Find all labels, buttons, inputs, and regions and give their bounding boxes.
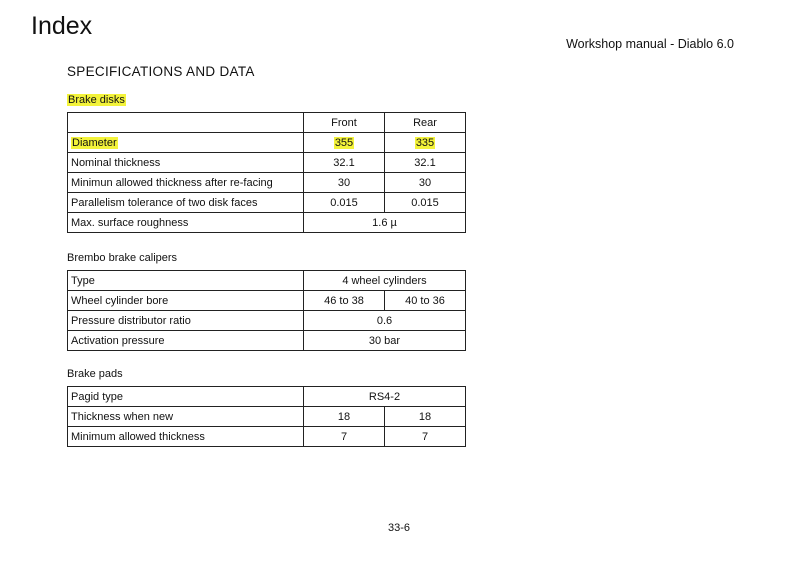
table-row: [68, 153, 466, 173]
index-link[interactable]: Index: [31, 12, 93, 40]
row-label: Nominal thickness: [68, 153, 304, 173]
rear-value-text: 335: [415, 136, 435, 149]
table-row: [68, 291, 466, 311]
row-label: Pagid type: [68, 387, 304, 407]
brake-pads-table: [67, 386, 466, 447]
front-value: [304, 133, 385, 153]
table-row: [68, 173, 466, 193]
calipers-heading: Brembo brake calipers: [67, 252, 178, 264]
table-cell-empty: [68, 113, 304, 133]
front-value: 32.1: [304, 153, 385, 173]
front-value: 46 to 38: [304, 291, 385, 311]
row-label: Parallelism tolerance of two disk faces: [68, 193, 304, 213]
table-row: [68, 271, 466, 291]
front-value: 0.015: [304, 193, 385, 213]
table-header-row: [68, 113, 466, 133]
column-header-front: Front: [304, 113, 385, 133]
front-value-text: 355: [334, 136, 354, 149]
rear-value: 0.015: [385, 193, 466, 213]
combined-value: 0.6: [304, 311, 466, 331]
combined-value: RS4-2: [304, 387, 466, 407]
row-label: Max. surface roughness: [68, 213, 304, 233]
row-label: Type: [68, 271, 304, 291]
calipers-table: [67, 270, 466, 351]
front-value: 18: [304, 407, 385, 427]
rear-value: [385, 133, 466, 153]
table-row: [68, 213, 466, 233]
table-row: [68, 407, 466, 427]
combined-value: 30 bar: [304, 331, 466, 351]
row-label: Pressure distributor ratio: [68, 311, 304, 331]
rear-value: 32.1: [385, 153, 466, 173]
row-label: [68, 133, 304, 153]
column-header-rear: Rear: [385, 113, 466, 133]
manual-title: Workshop manual - Diablo 6.0: [566, 37, 734, 51]
brake-disks-heading-text: Brake disks: [68, 94, 125, 106]
brake-disks-heading: [67, 94, 126, 106]
rear-value: 18: [385, 407, 466, 427]
table-row: [68, 331, 466, 351]
rear-value: 30: [385, 173, 466, 193]
row-label: Thickness when new: [68, 407, 304, 427]
brake-disks-table: [67, 112, 466, 233]
row-label: Minimun allowed thickness after re-facing: [68, 173, 304, 193]
front-value: 7: [304, 427, 385, 447]
combined-value: 4 wheel cylinders: [304, 271, 466, 291]
row-label: Wheel cylinder bore: [68, 291, 304, 311]
table-row-diameter: [68, 133, 466, 153]
front-value: 30: [304, 173, 385, 193]
page-number: 33-6: [388, 522, 411, 534]
rear-value: 40 to 36: [385, 291, 466, 311]
table-row: [68, 387, 466, 407]
table-row: [68, 311, 466, 331]
brake-pads-heading: Brake pads: [67, 368, 123, 380]
combined-value: 1.6 µ: [304, 213, 466, 233]
rear-value: 7: [385, 427, 466, 447]
row-label-text: Diameter: [72, 136, 117, 149]
row-label: Minimum allowed thickness: [68, 427, 304, 447]
page-title: SPECIFICATIONS AND DATA: [67, 64, 255, 79]
table-row: [68, 193, 466, 213]
row-label: Activation pressure: [68, 331, 304, 351]
table-row: [68, 427, 466, 447]
